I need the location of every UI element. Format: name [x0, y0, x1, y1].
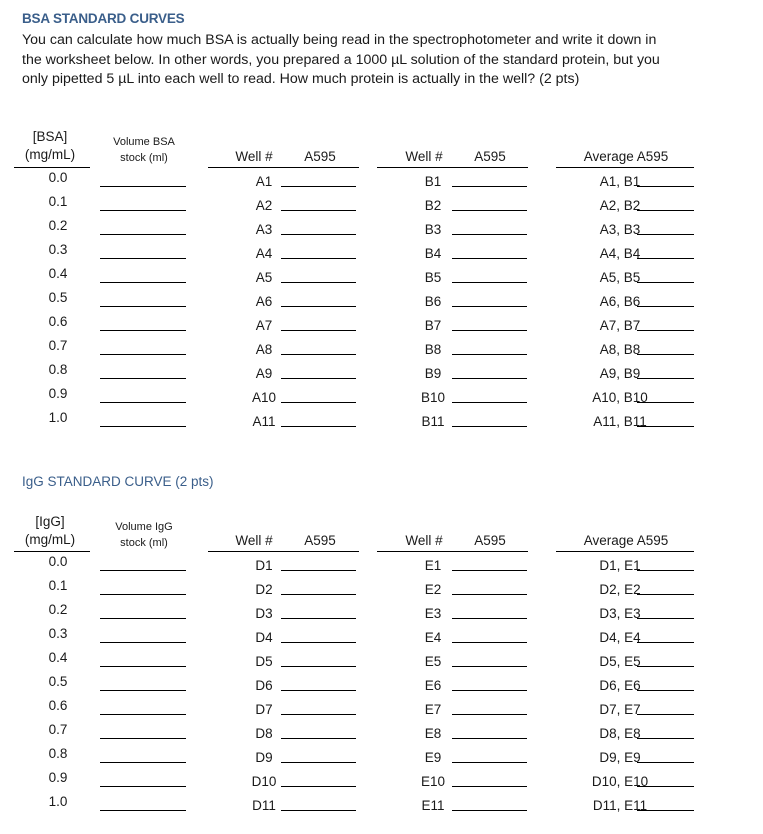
volume-blank[interactable] — [100, 714, 186, 715]
average-wells-label: D4, E4 — [599, 630, 641, 645]
well-label: B2 — [424, 198, 442, 213]
average-wells-label: D6, E6 — [599, 678, 641, 693]
a595-header-2: A595 — [474, 149, 506, 164]
concentration-value: 0.1 — [48, 578, 68, 593]
well-label: B11 — [421, 414, 445, 429]
volume-blank[interactable] — [100, 762, 186, 763]
well-label: E2 — [424, 582, 442, 597]
conc-header-unit: (mg/mL) — [24, 532, 76, 547]
well-label: D9 — [255, 750, 273, 765]
average-wells-label: A6, B6 — [599, 294, 641, 309]
a595-blank[interactable] — [281, 210, 356, 211]
a595-blank[interactable] — [281, 714, 356, 715]
average-blank[interactable] — [637, 402, 694, 403]
well-label: E6 — [424, 678, 442, 693]
concentration-value: 0.7 — [48, 722, 68, 737]
well-label: B4 — [424, 246, 442, 261]
average-blank[interactable] — [637, 666, 694, 667]
well-label: E9 — [424, 750, 442, 765]
header-rule — [208, 551, 359, 552]
well-header-2: Well # — [405, 149, 443, 164]
average-wells-label: D3, E3 — [599, 606, 641, 621]
average-wells-label: A10, B10 — [592, 390, 648, 405]
well-label: B5 — [424, 270, 442, 285]
average-blank[interactable] — [637, 282, 694, 283]
average-blank[interactable] — [637, 738, 694, 739]
a595-blank[interactable] — [452, 210, 527, 211]
volume-blank[interactable] — [100, 690, 186, 691]
well-label: D2 — [255, 582, 273, 597]
concentration-value: 0.6 — [48, 314, 68, 329]
volume-blank[interactable] — [100, 738, 186, 739]
a595-blank[interactable] — [452, 378, 527, 379]
average-blank[interactable] — [637, 690, 694, 691]
volume-blank[interactable] — [100, 786, 186, 787]
well-label: B10 — [420, 390, 446, 405]
average-blank[interactable] — [637, 618, 694, 619]
well-label: A11 — [252, 414, 276, 429]
well-label: B8 — [424, 342, 442, 357]
header-rule — [14, 551, 90, 552]
concentration-value: 0.8 — [48, 746, 68, 761]
a595-blank[interactable] — [452, 642, 527, 643]
a595-blank[interactable] — [452, 618, 527, 619]
average-wells-label: A8, B8 — [599, 342, 641, 357]
header-rule-gap — [90, 167, 190, 168]
average-blank[interactable] — [637, 570, 694, 571]
a595-blank[interactable] — [281, 618, 356, 619]
a595-blank[interactable] — [281, 186, 356, 187]
a595-blank[interactable] — [281, 810, 356, 811]
a595-blank[interactable] — [452, 330, 527, 331]
average-blank[interactable] — [637, 762, 694, 763]
volume-blank[interactable] — [100, 426, 186, 427]
volume-blank[interactable] — [100, 618, 186, 619]
a595-blank[interactable] — [281, 234, 356, 235]
a595-blank[interactable] — [452, 666, 527, 667]
a595-blank[interactable] — [452, 282, 527, 283]
well-label: B6 — [424, 294, 442, 309]
well-label: D5 — [255, 654, 273, 669]
a595-blank[interactable] — [281, 354, 356, 355]
volume-blank[interactable] — [100, 186, 186, 187]
a595-blank[interactable] — [281, 762, 356, 763]
concentration-value: 0.9 — [48, 770, 68, 785]
concentration-value: 0.2 — [48, 218, 68, 233]
volume-header-unit: stock (ml) — [120, 152, 168, 164]
a595-blank[interactable] — [452, 762, 527, 763]
well-header-1: Well # — [235, 149, 273, 164]
volume-blank[interactable] — [100, 306, 186, 307]
header-rule-gap — [90, 551, 190, 552]
header-rule — [377, 551, 528, 552]
a595-blank[interactable] — [452, 714, 527, 715]
well-label: D10 — [251, 774, 277, 789]
a595-blank[interactable] — [452, 306, 527, 307]
volume-blank[interactable] — [100, 282, 186, 283]
a595-blank[interactable] — [281, 306, 356, 307]
concentration-value: 0.7 — [48, 338, 68, 353]
well-label: A6 — [255, 294, 273, 309]
a595-blank[interactable] — [452, 738, 527, 739]
average-wells-label: A5, B5 — [599, 270, 641, 285]
well-label: E3 — [424, 606, 442, 621]
concentration-value: 0.6 — [48, 698, 68, 713]
volume-blank[interactable] — [100, 810, 186, 811]
header-rule — [556, 167, 694, 168]
average-blank[interactable] — [637, 234, 694, 235]
instructions-line: only pipetted 5 µL into each well to read. How much protein is actually in the well? (2 pts) — [22, 71, 580, 87]
a595-blank[interactable] — [452, 258, 527, 259]
concentration-value: 1.0 — [48, 794, 68, 809]
conc-header: [IgG] — [35, 514, 65, 529]
concentration-value: 1.0 — [48, 410, 68, 425]
average-wells-label: A3, B3 — [599, 222, 641, 237]
average-blank[interactable] — [637, 258, 694, 259]
instructions-line: the worksheet below. In other words, you prepared a 1000 µL solution of the standard protein, but you — [22, 51, 660, 68]
average-wells-label: A2, B2 — [599, 198, 641, 213]
igg-section-title: IgG STANDARD CURVE (2 pts) — [22, 474, 214, 489]
average-blank[interactable] — [637, 330, 694, 331]
well-label: D8 — [255, 726, 273, 741]
volume-blank[interactable] — [100, 354, 186, 355]
average-wells-label: D9, E9 — [599, 750, 641, 765]
a595-blank[interactable] — [452, 786, 527, 787]
concentration-value: 0.1 — [48, 194, 68, 209]
a595-blank[interactable] — [452, 354, 527, 355]
well-label: D4 — [255, 630, 273, 645]
a595-blank[interactable] — [452, 426, 527, 427]
a595-blank[interactable] — [281, 330, 356, 331]
well-label: A3 — [255, 222, 273, 237]
average-blank[interactable] — [637, 186, 694, 187]
a595-blank[interactable] — [452, 402, 527, 403]
a595-blank[interactable] — [452, 186, 527, 187]
well-label: D1 — [255, 558, 273, 573]
header-rule — [377, 167, 528, 168]
average-wells-label: A7, B7 — [599, 318, 641, 333]
well-label: A9 — [255, 366, 273, 381]
concentration-value: 0.0 — [48, 170, 68, 185]
well-label: E11 — [421, 798, 445, 813]
well-label: A10 — [251, 390, 277, 405]
a595-blank[interactable] — [452, 594, 527, 595]
well-label: A2 — [255, 198, 273, 213]
a595-blank[interactable] — [452, 810, 527, 811]
average-blank[interactable] — [637, 714, 694, 715]
average-wells-label: A4, B4 — [599, 246, 641, 261]
well-label: B3 — [424, 222, 442, 237]
a595-blank[interactable] — [452, 234, 527, 235]
header-rule — [556, 551, 694, 552]
volume-blank[interactable] — [100, 258, 186, 259]
average-blank[interactable] — [637, 378, 694, 379]
average-wells-label: D8, E8 — [599, 726, 641, 741]
average-blank[interactable] — [637, 594, 694, 595]
well-label: E8 — [424, 726, 442, 741]
well-label: B1 — [424, 174, 442, 189]
well-label: E1 — [424, 558, 442, 573]
a595-blank[interactable] — [281, 402, 356, 403]
well-label: A1 — [255, 174, 273, 189]
average-wells-label: D2, E2 — [599, 582, 641, 597]
well-label: A8 — [255, 342, 273, 357]
volume-blank[interactable] — [100, 402, 186, 403]
bsa-instructions — [22, 31, 722, 90]
average-blank[interactable] — [637, 354, 694, 355]
volume-header-unit: stock (ml) — [120, 537, 168, 549]
concentration-value: 0.4 — [48, 266, 68, 281]
concentration-value: 0.5 — [48, 290, 68, 305]
average-blank[interactable] — [637, 810, 694, 811]
average-wells-label: A1, B1 — [599, 174, 641, 189]
average-blank[interactable] — [637, 210, 694, 211]
concentration-value: 0.8 — [48, 362, 68, 377]
concentration-value: 0.4 — [48, 650, 68, 665]
well-label: E7 — [424, 702, 442, 717]
volume-blank[interactable] — [100, 642, 186, 643]
concentration-value: 0.3 — [48, 626, 68, 641]
concentration-value: 0.0 — [48, 554, 68, 569]
concentration-value: 0.3 — [48, 242, 68, 257]
conc-header-unit: (mg/mL) — [24, 147, 76, 162]
a595-blank[interactable] — [281, 738, 356, 739]
average-wells-label: D7, E7 — [599, 702, 641, 717]
well-label: E5 — [424, 654, 442, 669]
well-label: A4 — [255, 246, 273, 261]
average-blank[interactable] — [637, 642, 694, 643]
volume-blank[interactable] — [100, 570, 186, 571]
a595-blank[interactable] — [281, 378, 356, 379]
well-label: D6 — [255, 678, 273, 693]
average-blank[interactable] — [637, 426, 694, 427]
average-wells-label: D5, E5 — [599, 654, 641, 669]
volume-header: Volume BSA — [113, 136, 175, 148]
volume-blank[interactable] — [100, 330, 186, 331]
instructions-line: You can calculate how much BSA is actually being read in the spectrophotometer and write it down in — [22, 32, 657, 48]
well-label: D3 — [255, 606, 273, 621]
volume-blank[interactable] — [100, 666, 186, 667]
volume-blank[interactable] — [100, 210, 186, 211]
well-header-1: Well # — [235, 533, 273, 548]
average-wells-label: D11, E11 — [592, 798, 648, 813]
concentration-value: 0.9 — [48, 386, 68, 401]
a595-blank[interactable] — [281, 690, 356, 691]
average-wells-label: D10, E10 — [591, 774, 649, 789]
average-blank[interactable] — [637, 786, 694, 787]
well-label: B7 — [424, 318, 442, 333]
a595-blank[interactable] — [281, 642, 356, 643]
well-label: E4 — [424, 630, 442, 645]
well-label: B9 — [424, 366, 442, 381]
a595-blank[interactable] — [452, 570, 527, 571]
well-label: D11 — [252, 798, 276, 813]
well-label: A5 — [255, 270, 273, 285]
well-header-2: Well # — [405, 533, 443, 548]
a595-blank[interactable] — [281, 594, 356, 595]
concentration-value: 0.2 — [48, 602, 68, 617]
average-wells-label: A9, B9 — [599, 366, 641, 381]
average-wells-label: D1, E1 — [599, 558, 641, 573]
well-label: A7 — [255, 318, 273, 333]
a595-blank[interactable] — [281, 570, 356, 571]
a595-blank[interactable] — [281, 282, 356, 283]
a595-blank[interactable] — [452, 690, 527, 691]
header-rule — [208, 167, 359, 168]
average-wells-label: A11, B11 — [593, 414, 647, 429]
average-blank[interactable] — [637, 306, 694, 307]
a595-header-1: A595 — [304, 149, 336, 164]
volume-blank[interactable] — [100, 594, 186, 595]
a595-blank[interactable] — [281, 786, 356, 787]
a595-header-1: A595 — [304, 533, 336, 548]
a595-blank[interactable] — [281, 426, 356, 427]
a595-header-2: A595 — [474, 533, 506, 548]
average-header: Average A595 — [583, 533, 669, 548]
bsa-section-title: BSA STANDARD CURVES — [22, 11, 185, 26]
volume-blank[interactable] — [100, 234, 186, 235]
well-label: E10 — [420, 774, 446, 789]
a595-blank[interactable] — [281, 258, 356, 259]
well-label: D7 — [255, 702, 273, 717]
header-rule — [14, 167, 90, 168]
volume-header: Volume IgG — [115, 521, 173, 533]
average-header: Average A595 — [583, 149, 669, 164]
conc-header: [BSA] — [32, 129, 68, 144]
volume-blank[interactable] — [100, 378, 186, 379]
concentration-value: 0.5 — [48, 674, 68, 689]
a595-blank[interactable] — [281, 666, 356, 667]
